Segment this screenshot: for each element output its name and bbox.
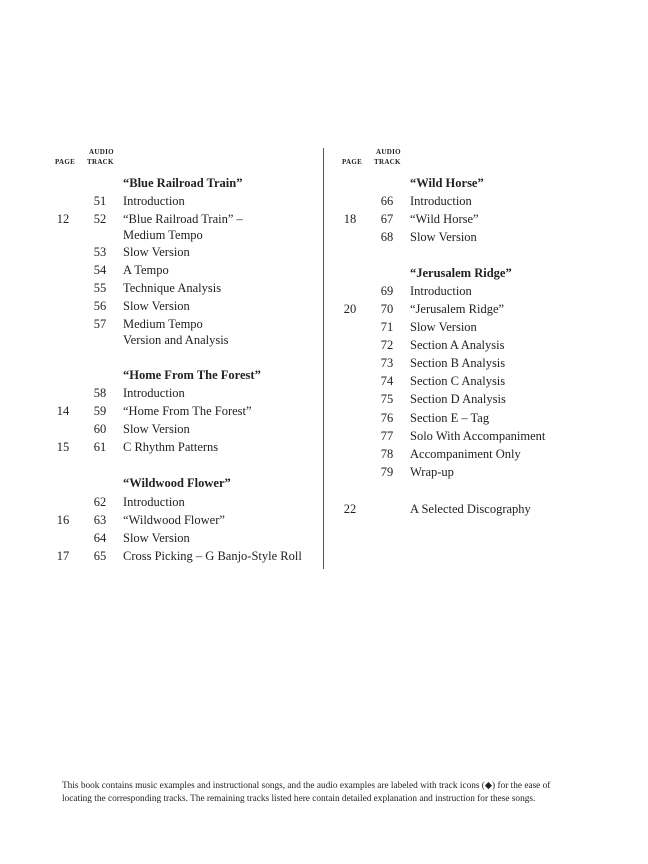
track-number: 58 — [93, 386, 107, 400]
track-title: Introduction — [123, 194, 185, 208]
track-number: 55 — [93, 281, 107, 295]
track-title: Section C Analysis — [410, 374, 506, 388]
page-number: 18 — [343, 212, 357, 226]
track-title: Slow Version — [123, 422, 190, 436]
audio-column-header: AUDIO — [89, 148, 114, 156]
footnote-line: locating the corresponding tracks. The remaining tracks listed here contain detailed explanation and instruction for these songs. — [62, 793, 536, 804]
track-column-header: TRACK — [87, 158, 114, 166]
section-title: “Wild Horse” — [410, 176, 484, 190]
track-number: 73 — [380, 356, 394, 370]
page-number: 12 — [56, 212, 70, 226]
track-title: Technique Analysis — [123, 281, 222, 295]
track-title: “Home From The Forest” — [123, 404, 252, 418]
track-number: 65 — [93, 549, 107, 563]
track-title — [123, 316, 229, 348]
track-number: 62 — [93, 495, 107, 509]
track-number: 70 — [380, 302, 394, 316]
track-title: Section A Analysis — [410, 338, 505, 352]
track-title-line1: Medium Tempo — [123, 317, 203, 331]
page-number: 20 — [343, 302, 357, 316]
track-number: 67 — [380, 212, 394, 226]
track-number: 54 — [93, 263, 107, 277]
track-number: 51 — [93, 194, 107, 208]
track-title-line2: Medium Tempo — [123, 228, 203, 242]
footnote-line: This book contains music examples and instructional songs, and the audio examples are labeled with track icons (◆) for the ease of — [62, 781, 551, 791]
track-title: Slow Version — [123, 299, 190, 313]
audio-column-header: AUDIO — [376, 148, 401, 156]
page-number: 16 — [56, 513, 70, 527]
track-title: A Tempo — [123, 263, 169, 277]
track-number: 72 — [380, 338, 394, 352]
track-title: Section D Analysis — [410, 392, 506, 406]
track-number: 66 — [380, 194, 394, 208]
page-number: 17 — [56, 549, 70, 563]
footnote — [62, 780, 592, 805]
track-title: C Rhythm Patterns — [123, 440, 219, 454]
track-number: 64 — [93, 531, 107, 545]
page-number: 15 — [56, 440, 70, 454]
track-title: “Wildwood Flower” — [123, 513, 225, 527]
track-number: 61 — [93, 440, 107, 454]
track-number: 74 — [380, 374, 394, 388]
track-number: 71 — [380, 320, 394, 334]
track-number: 77 — [380, 429, 394, 443]
track-title: Wrap-up — [410, 465, 454, 479]
track-title — [123, 211, 243, 243]
track-number: 76 — [380, 411, 394, 425]
track-column-header: TRACK — [374, 158, 401, 166]
page-number: 22 — [343, 502, 357, 516]
track-title: Section E – Tag — [410, 411, 490, 425]
section-title: “Home From The Forest” — [123, 368, 261, 382]
track-title: Solo With Accompaniment — [410, 429, 546, 443]
track-title: Introduction — [410, 284, 472, 298]
track-title-line2: Version and Analysis — [123, 333, 229, 347]
track-title: Introduction — [123, 386, 185, 400]
track-title: Slow Version — [410, 230, 477, 244]
track-number: 69 — [380, 284, 394, 298]
page-column-header: PAGE — [342, 158, 363, 166]
track-title: Slow Version — [410, 320, 477, 334]
track-number: 57 — [93, 317, 107, 331]
track-title-line1: “Blue Railroad Train” – — [123, 212, 243, 226]
section-title: “Jerusalem Ridge” — [410, 266, 512, 280]
column-divider — [323, 148, 324, 569]
section-title: “Wildwood Flower” — [123, 476, 231, 490]
track-title: Introduction — [123, 495, 185, 509]
track-title: “Wild Horse” — [410, 212, 479, 226]
track-number: 52 — [93, 212, 107, 226]
track-title: “Jerusalem Ridge” — [410, 302, 505, 316]
track-title: Slow Version — [123, 245, 190, 259]
track-title: Cross Picking – G Banjo-Style Roll — [123, 549, 302, 563]
track-number: 59 — [93, 404, 107, 418]
track-number: 60 — [93, 422, 107, 436]
track-number: 63 — [93, 513, 107, 527]
track-number: 75 — [380, 392, 394, 406]
track-number: 68 — [380, 230, 394, 244]
page-number: 14 — [56, 404, 70, 418]
track-number: 78 — [380, 447, 394, 461]
track-title: Section B Analysis — [410, 356, 506, 370]
track-number: 53 — [93, 245, 107, 259]
track-number: 79 — [380, 465, 394, 479]
track-title: Introduction — [410, 194, 472, 208]
page-column-header: PAGE — [55, 158, 76, 166]
track-title: Accompaniment Only — [410, 447, 521, 461]
track-number: 56 — [93, 299, 107, 313]
track-title: A Selected Discography — [410, 502, 531, 516]
section-title: “Blue Railroad Train” — [123, 176, 243, 190]
track-title: Slow Version — [123, 531, 190, 545]
